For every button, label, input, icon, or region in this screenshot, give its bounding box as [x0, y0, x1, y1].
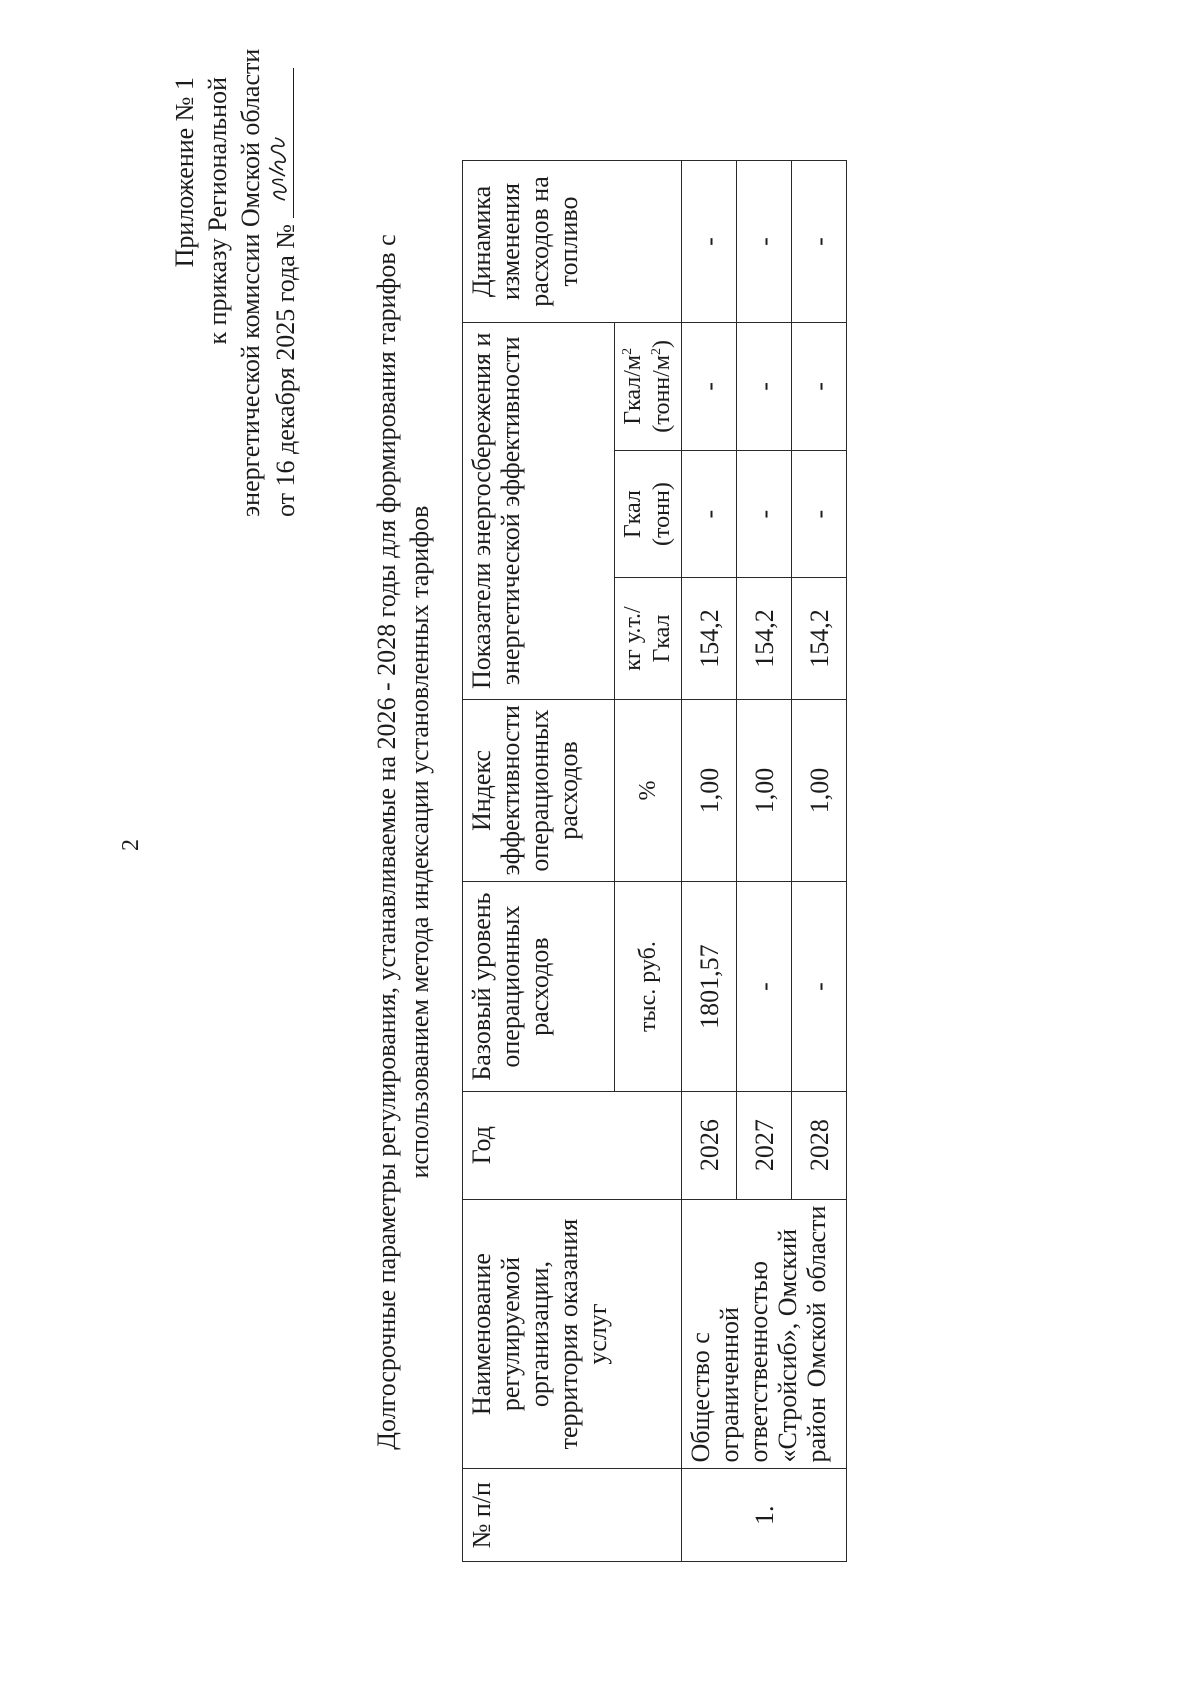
header-energy-saving: Показатели энергосбережения и энергетической эффективности	[463, 322, 615, 699]
header-organization: Наименование регулируемой организации, территория оказания услуг	[463, 1199, 682, 1469]
approval-block	[168, 48, 302, 517]
handwritten-order-number	[263, 134, 293, 204]
cell-index: 1,00	[792, 699, 847, 882]
approval-line-1: Приложение № 1	[170, 77, 199, 268]
unit-efficiency-index: %	[615, 699, 682, 882]
cell-energy-1: 154,2	[682, 578, 737, 699]
cell-energy-3: -	[792, 322, 847, 450]
cell-year: 2026	[682, 1091, 737, 1199]
cell-energy-2: -	[792, 450, 847, 578]
cell-base: -	[737, 882, 792, 1091]
unit-base-level: тыс. руб.	[615, 882, 682, 1091]
table-row	[682, 161, 737, 1562]
cell-energy-3: -	[737, 322, 792, 450]
cell-year: 2028	[792, 1091, 847, 1199]
header-efficiency-index: Индекс эффективности операционных расходов	[463, 699, 615, 882]
document-title	[370, 192, 436, 1492]
cell-index: 1,00	[737, 699, 792, 882]
header-year: Год	[463, 1091, 682, 1199]
cell-year: 2027	[737, 1091, 792, 1199]
unit-energy-3-part-a: Гкал/м	[620, 354, 646, 425]
title-line-1: Долгосрочные параметры регулирования, устанавливаемые на 2026 - 2028 годы для формирования тарифов с	[372, 234, 401, 1450]
cell-base: 1801,57	[682, 882, 737, 1091]
cell-energy-3: -	[682, 322, 737, 450]
unit-energy-3	[615, 322, 682, 450]
cell-energy-2: -	[682, 450, 737, 578]
order-number-line	[267, 68, 294, 218]
cell-index: 1,00	[682, 699, 737, 882]
approval-line-4	[267, 77, 302, 517]
cell-fuel: -	[682, 161, 737, 323]
cell-fuel: -	[792, 161, 847, 323]
org-number: 1.	[682, 1469, 847, 1562]
approval-line-3: энергетической комиссии Омской области	[236, 48, 265, 517]
unit-energy-1: кг у.т./ Гкал	[615, 578, 682, 699]
unit-superscript: 2	[620, 347, 635, 355]
title-line-2: использованием метода индексации установленных тарифов	[405, 505, 434, 1179]
approval-date: от 16 декабря 2025 года №	[271, 223, 300, 517]
cell-base: -	[792, 882, 847, 1091]
cell-energy-1: 154,2	[737, 578, 792, 699]
cell-energy-1: 154,2	[792, 578, 847, 699]
unit-energy-3-close: )	[649, 339, 675, 348]
header-number: № п/п	[463, 1469, 682, 1562]
header-fuel-dynamics: Динамика изменения расходов на топливо	[463, 161, 682, 323]
org-name: Общество с ограниченной ответственностью «Стройсиб», Омский район Омской области	[682, 1199, 847, 1469]
table-header-row	[463, 161, 615, 1562]
unit-superscript: 2	[649, 347, 664, 355]
parameters-table	[462, 160, 847, 1562]
cell-energy-2: -	[737, 450, 792, 578]
unit-energy-3-part-b: (тонн/м	[649, 354, 675, 433]
page-number: 2	[118, 839, 144, 851]
header-base-level: Базовый уровень операционных расходов	[463, 882, 615, 1091]
unit-energy-2: Гкал (тонн)	[615, 450, 682, 578]
approval-line-2: к приказу Региональной	[203, 77, 232, 345]
cell-fuel: -	[737, 161, 792, 323]
